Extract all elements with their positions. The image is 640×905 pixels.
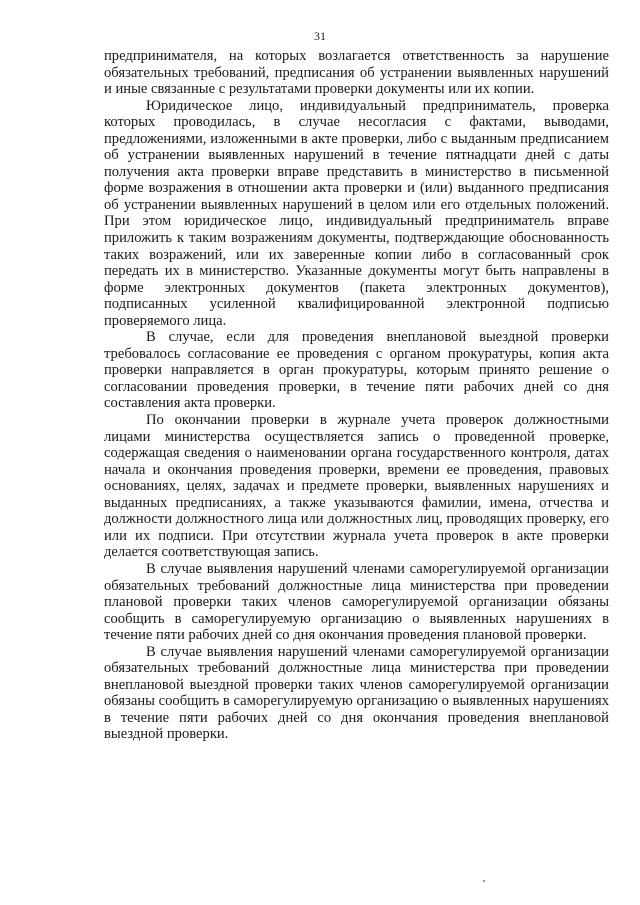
paragraph-unplanned-inspection-sro: В случае выявления нарушений членами саморегулируемой организации обязательных требований должностные лица министерства при проведении внеплановой выездной проверки таких членов саморегулируемой организации обязаны сообщить в саморегулируемую организацию о выявленных нарушениях в течение пяти рабочих дней со дня окончания проведения внеплановой выездной проверки. <box>104 643 609 743</box>
paragraph-continuation: предпринимателя, на которых возлагается ответственность за нарушение обязательных требований, предписания об устранении выявленных нарушений и иные связанные с результатами проверки документы или их копии. <box>104 48 609 98</box>
page-number: 31 <box>314 29 326 43</box>
paragraph-planned-inspection-sro: В случае выявления нарушений членами саморегулируемой организации обязательных требований должностные лица министерства при проведении плановой проверки таких членов саморегулируемой организации обязаны сообщить в саморегулируемую организацию о выявленных нарушениях в течение пяти рабочих дней со дня окончания проведения плановой проверки. <box>104 560 609 644</box>
paragraph-prosecutor-copy: В случае, если для проведения внеплановой выездной проверки требовалось согласование ее проведения с органом прокуратуры, копия акта проверки направляется в орган прокуратуры, которым принято решение о согласовании проведения проверки, в течение пяти рабочих дней со дня составления акта проверки. <box>104 329 609 412</box>
paragraph-inspection-log: По окончании проверки в журнале учета проверок должностными лицами министерства осуществляется запись о проведенной проверке, содержащая сведения о наименовании органа государственного контроля, датах начала и окончания проведения проверки, времени ее проведения, правовых основаниях, целях, задачах и предмете проверки, выявленных нарушениях и выданных предписаниях, а также указываются фамилии, имена, отчества и должности должностного лица или должностных лиц, проводящих проверку, его или их подписи. При отсутствии журнала учета проверок в акте проверки делается соответствующая запись. <box>104 412 609 561</box>
document-body <box>104 48 609 743</box>
paragraph-objections: Юридическое лицо, индивидуальный предприниматель, проверка которых проводилась, в случае несогласия с фактами, выводами, предложениями, изложенными в акте проверки, либо с выданным предписанием об устранении выявленных нарушений в течение пятнадцати дней с даты получения акта проверки вправе представить в министерство в письменной форме возражения в отношении акта проверки и (или) выданного предписания об устранении выявленных нарушений в целом или его отдельных положений. При этом юридическое лицо, индивидуальный предприниматель вправе приложить к таким возражениям документы, подтверждающие обоснованность таких возражений, или их заверенные копии либо в согласованный срок передать их в министерство. Указанные документы могут быть направлены в форме электронных документов (пакета электронных документов), подписанных усиленной квалифицированной электронной подписью проверяемого лица. <box>104 97 609 329</box>
scan-speck <box>483 880 485 882</box>
